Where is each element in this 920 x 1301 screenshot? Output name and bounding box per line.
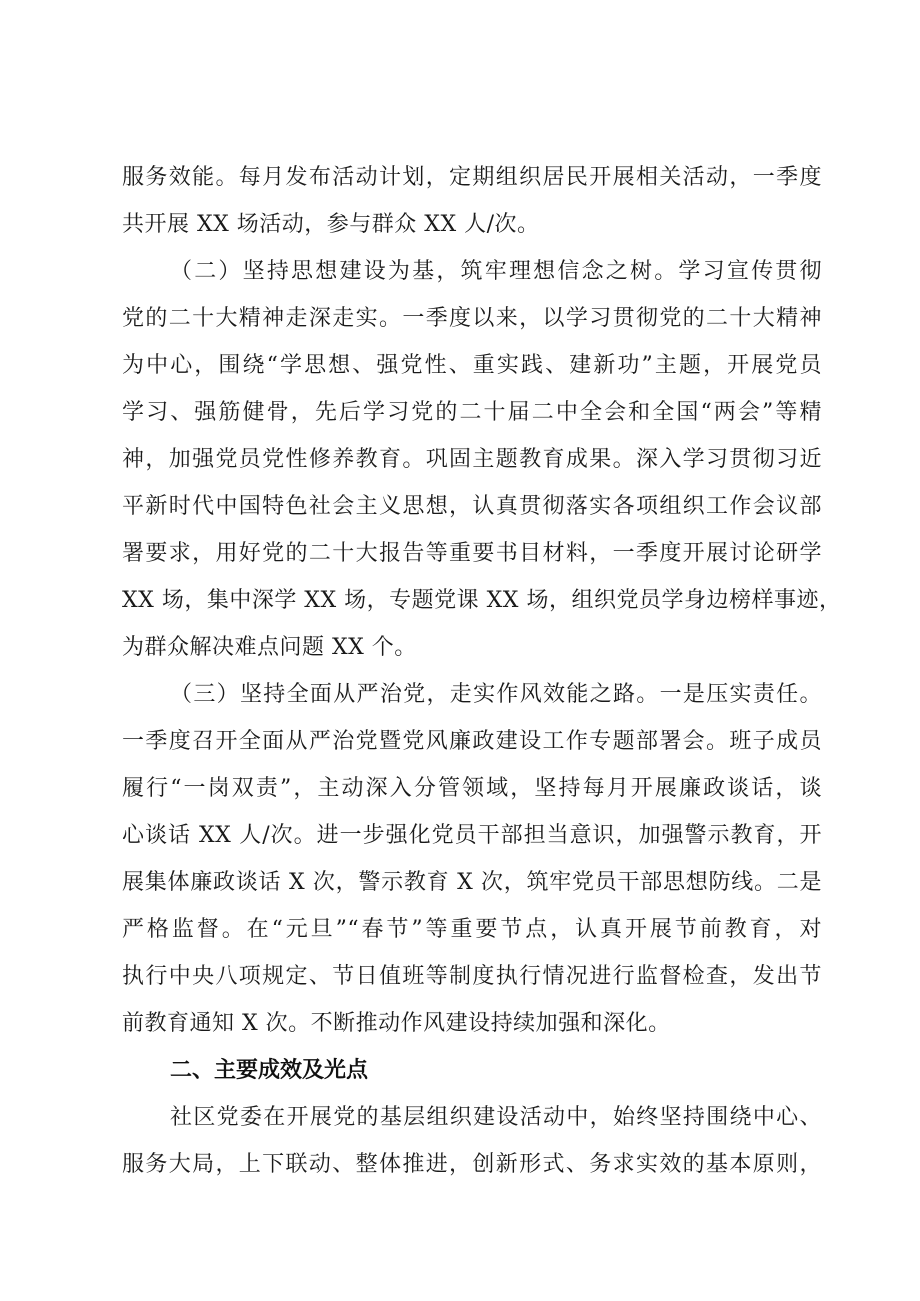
text-line: 署要求，用好党的二十大报告等重要书目材料，一季度开展讨论研学: [122, 541, 822, 566]
text-line: 一季度召开全面从严治党暨党风廉政建设工作专题部署会。班子成员: [122, 729, 822, 754]
text-line: 心谈话 XX 人/次。进一步强化党员干部担当意识，加强警示教育，开: [122, 823, 822, 848]
text-line: 共开展 XX 场活动，参与群众 XX 人/次。: [122, 212, 540, 237]
text-line: 严格监督。在“元旦”“春节”等重要节点，认真开展节前教育，对: [122, 917, 822, 942]
text-line: 党的二十大精神走深走实。一季度以来，以学习贯彻党的二十大精神: [122, 306, 822, 331]
text-line: 平新时代中国特色社会主义思想，认真贯彻落实各项组织工作会议部: [122, 494, 822, 519]
text-line: 服务效能。每月发布活动计划，定期组织居民开展相关活动，一季度: [122, 165, 822, 190]
document-page: [122, 154, 842, 1188]
text-line: 社区党委在开展党的基层组织建设活动中，始终坚持围绕中心、: [170, 1105, 822, 1130]
text-line: 展集体廉政谈话 X 次，警示教育 X 次，筑牢党员干部思想防线。二是: [122, 870, 822, 895]
text-line: 为中心，围绕“学思想、强党性、重实践、建新功”主题，开展党员: [122, 353, 822, 378]
paragraph-ideological-building: [122, 248, 842, 671]
text-line: XX 场，集中深学 XX 场，专题党课 XX 场，组织党员学身边榜样事迹，: [122, 588, 842, 613]
section-heading: 二、主要成效及光点: [170, 1058, 369, 1083]
text-line: 执行中央八项规定、节日值班等制度执行情况进行监督检查，发出节: [122, 964, 822, 989]
text-line: 学习、强筋健骨，先后学习党的二十届二中全会和全国“两会”等精: [122, 400, 822, 425]
text-line: 服务大局，上下联动、整体推进，创新形式、务求实效的基本原则，: [122, 1152, 822, 1177]
text-line: 神，加强党员党性修养教育。巩固主题教育成果。深入学习贯彻习近: [122, 447, 822, 472]
text-line: 履行“一岗双责”，主动深入分管领域，坚持每月开展廉政谈话，谈: [122, 776, 822, 801]
paragraph-strict-governance: [122, 671, 822, 1047]
text-line: （三）坚持全面从严治党，走实作风效能之路。一是压实责任。: [170, 682, 822, 707]
text-line: （二）坚持思想建设为基，筑牢理想信念之树。学习宣传贯彻: [170, 259, 822, 284]
text-line: 前教育通知 X 次。不断推动作风建设持续加强和深化。: [122, 1011, 671, 1036]
paragraph-service-efficiency: [122, 154, 822, 248]
paragraph-community-committee: [122, 1094, 822, 1188]
text-line: 为群众解决难点问题 XX 个。: [122, 635, 417, 660]
